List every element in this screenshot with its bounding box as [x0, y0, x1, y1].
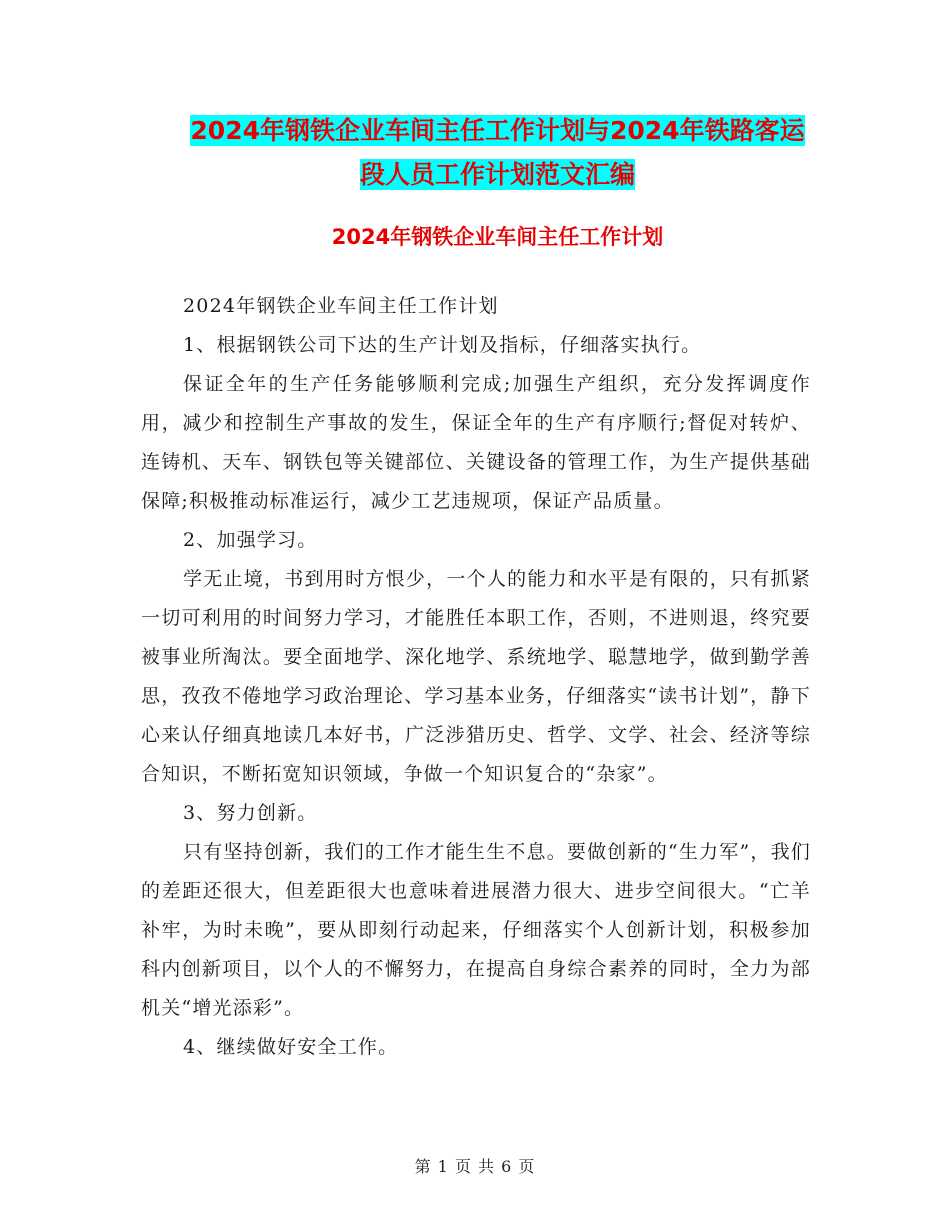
body-paragraph: 学无止境，书到用时方恨少，一个人的能力和水平是有限的，只有抓紧一切可利用的时间努力学习，才能胜任本职工作，否则，不进则退，终究要被事业所淘汰。要全面地学、深化地学、系统地学、聪慧地学，做到勤学善思，孜孜不倦地学习政治理论、学习基本业务，仔细落实“读书计划”，静下心来认仔细真地读几本好书，广泛涉猎历史、哲学、文学、社会、经济等综合知识，不断拓宽知识领域，争做一个知识复合的“杂家”。 [141, 568, 811, 785]
document-title-line-2 [140, 152, 855, 198]
document-title-line-1 [140, 108, 855, 154]
body-paragraph: 1、根据钢铁公司下达的生产计划及指标，仔细落实执行。 [183, 334, 702, 356]
section-title: 2024年钢铁企业车间主任工作计划 [331, 225, 664, 249]
body-paragraph: 4、继续做好安全工作。 [183, 1036, 399, 1058]
body-paragraph: 只有坚持创新，我们的工作才能生生不息。要做创新的“生力军”，我们的差距还很大，但差距很大也意味着进展潜力很大、进步空间很大。“亡羊补牢，为时未晚”，要从即刻行动起来，仔细落实个人创新计划，积极参加科内创新项目，以个人的不懈努力，在提高自身综合素养的同时，全力为部机关“增光添彩”。 [141, 841, 811, 1019]
body-paragraph: 2、加强学习。 [183, 529, 318, 551]
page-number-footer: 第 1 页 共 6 页 [414, 1157, 536, 1176]
document-body [141, 287, 811, 1067]
body-paragraph: 3、努力创新。 [183, 802, 318, 824]
title-highlight: 2024年钢铁企业车间主任工作计划与2024年铁路客运 [190, 116, 805, 145]
title-highlight: 段人员工作计划范文汇编 [359, 160, 635, 189]
body-paragraph: 2024年钢铁企业车间主任工作计划 [183, 295, 499, 317]
body-paragraph: 保证全年的生产任务能够顺利完成;加强生产组织，充分发挥调度作用，减少和控制生产事故的发生，保证全年的生产有序顺行;督促对转炉、连铸机、天车、钢铁包等关键部位、关键设备的管理工作，为生产提供基础保障;积极推动标准运行，减少工艺违规项，保证产品质量。 [141, 373, 811, 512]
